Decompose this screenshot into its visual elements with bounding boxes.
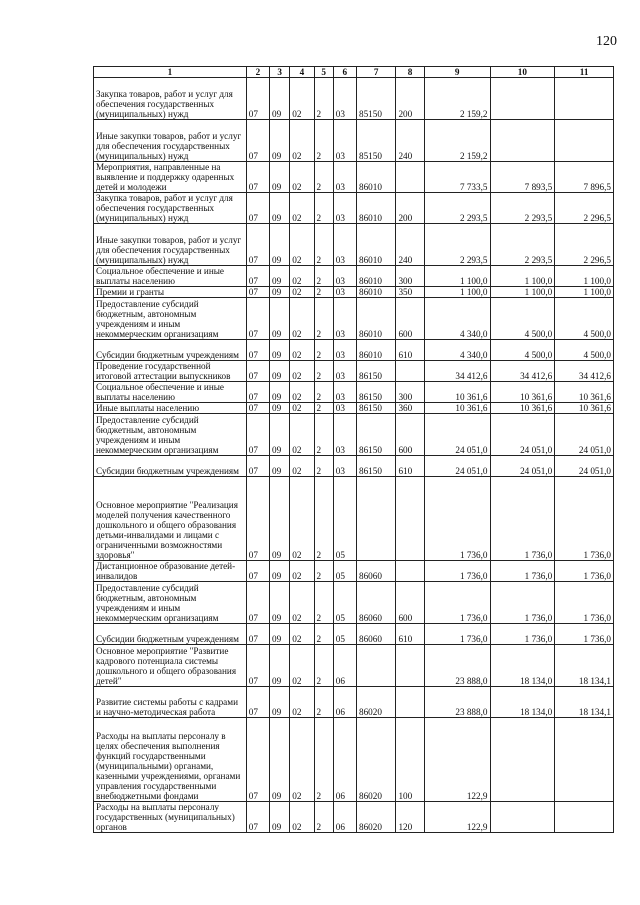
event-code: 03 bbox=[333, 298, 356, 340]
event-code: 05 bbox=[333, 561, 356, 582]
amount-year-1: 10 361,6 bbox=[424, 382, 490, 403]
amount-year-1: 2 293,5 bbox=[424, 193, 490, 224]
amount-year-3: 10 361,6 bbox=[555, 403, 614, 414]
direction-code: 86060 bbox=[356, 582, 395, 624]
event-code: 06 bbox=[333, 687, 356, 718]
section-code: 07 bbox=[246, 403, 269, 414]
subsection-code: 09 bbox=[270, 477, 290, 561]
program-code: 02 bbox=[290, 298, 314, 340]
event-code: 06 bbox=[333, 802, 356, 833]
subprogram-code: 2 bbox=[314, 224, 333, 266]
subsection-code: 09 bbox=[270, 802, 290, 833]
amount-year-3: 2 296,5 bbox=[555, 193, 614, 224]
amount-year-2: 4 500,0 bbox=[490, 298, 555, 340]
program-code: 02 bbox=[290, 477, 314, 561]
subprogram-code: 2 bbox=[314, 414, 333, 456]
expense-type-code bbox=[396, 645, 424, 687]
table-row bbox=[94, 298, 614, 340]
amount-year-2 bbox=[490, 78, 555, 120]
subsection-code: 09 bbox=[270, 224, 290, 266]
amount-year-3: 1 100,0 bbox=[555, 287, 614, 298]
section-code: 07 bbox=[246, 193, 269, 224]
section-code: 07 bbox=[246, 224, 269, 266]
column-header: 10 bbox=[490, 67, 555, 78]
subsection-code: 09 bbox=[270, 403, 290, 414]
subprogram-code: 2 bbox=[314, 298, 333, 340]
program-code: 02 bbox=[290, 120, 314, 162]
amount-year-2: 34 412,6 bbox=[490, 361, 555, 382]
expense-type-code: 610 bbox=[396, 624, 424, 645]
row-description: Основное мероприятие "Реализация моделей получения качественного дошкольного и общего образования детьми-инвалидами и лицами с ограниченными возможностями здоровья" bbox=[94, 477, 247, 561]
subsection-code: 09 bbox=[270, 298, 290, 340]
subprogram-code: 2 bbox=[314, 403, 333, 414]
expense-type-code: 300 bbox=[396, 266, 424, 287]
row-description: Субсидии бюджетным учреждениям bbox=[94, 340, 247, 361]
table-row bbox=[94, 193, 614, 224]
column-header: 2 bbox=[246, 67, 269, 78]
row-description: Социальное обеспечение и иные выплаты населению bbox=[94, 266, 247, 287]
amount-year-2: 1 736,0 bbox=[490, 624, 555, 645]
direction-code: 86020 bbox=[356, 718, 395, 802]
subsection-code: 09 bbox=[270, 287, 290, 298]
subprogram-code: 2 bbox=[314, 802, 333, 833]
amount-year-3: 7 896,5 bbox=[555, 162, 614, 193]
expense-type-code: 200 bbox=[396, 193, 424, 224]
amount-year-1: 1 736,0 bbox=[424, 624, 490, 645]
direction-code bbox=[356, 645, 395, 687]
program-code: 02 bbox=[290, 456, 314, 477]
subprogram-code: 2 bbox=[314, 561, 333, 582]
table-row bbox=[94, 582, 614, 624]
amount-year-2 bbox=[490, 802, 555, 833]
amount-year-1: 23 888,0 bbox=[424, 687, 490, 718]
program-code: 02 bbox=[290, 78, 314, 120]
direction-code: 86010 bbox=[356, 340, 395, 361]
program-code: 02 bbox=[290, 403, 314, 414]
row-description: Иные закупки товаров, работ и услуг для обеспечения государственных (муниципальных) нужд bbox=[94, 120, 247, 162]
table-row bbox=[94, 78, 614, 120]
column-header: 6 bbox=[333, 67, 356, 78]
row-description: Расходы на выплаты персоналу государственных (муниципальных) органов bbox=[94, 802, 247, 833]
section-code: 07 bbox=[246, 802, 269, 833]
table-row bbox=[94, 561, 614, 582]
expense-type-code: 350 bbox=[396, 287, 424, 298]
program-code: 02 bbox=[290, 162, 314, 193]
direction-code: 86150 bbox=[356, 414, 395, 456]
program-code: 02 bbox=[290, 582, 314, 624]
expense-type-code: 610 bbox=[396, 456, 424, 477]
subsection-code: 09 bbox=[270, 456, 290, 477]
table-row bbox=[94, 687, 614, 718]
table-row bbox=[94, 287, 614, 298]
amount-year-2: 1 736,0 bbox=[490, 561, 555, 582]
amount-year-2: 24 051,0 bbox=[490, 414, 555, 456]
subsection-code: 09 bbox=[270, 414, 290, 456]
expense-type-code bbox=[396, 361, 424, 382]
header-row bbox=[94, 67, 614, 78]
amount-year-1: 1 736,0 bbox=[424, 477, 490, 561]
subsection-code: 09 bbox=[270, 561, 290, 582]
section-code: 07 bbox=[246, 477, 269, 561]
column-header: 9 bbox=[424, 67, 490, 78]
section-code: 07 bbox=[246, 718, 269, 802]
section-code: 07 bbox=[246, 561, 269, 582]
expense-type-code: 100 bbox=[396, 718, 424, 802]
subprogram-code: 2 bbox=[314, 582, 333, 624]
section-code: 07 bbox=[246, 120, 269, 162]
amount-year-3: 10 361,6 bbox=[555, 382, 614, 403]
subprogram-code: 2 bbox=[314, 266, 333, 287]
subprogram-code: 2 bbox=[314, 120, 333, 162]
expense-type-code: 600 bbox=[396, 414, 424, 456]
amount-year-3: 4 500,0 bbox=[555, 298, 614, 340]
amount-year-3 bbox=[555, 718, 614, 802]
amount-year-1: 24 051,0 bbox=[424, 456, 490, 477]
direction-code: 86010 bbox=[356, 266, 395, 287]
table-row bbox=[94, 802, 614, 833]
amount-year-1: 2 293,5 bbox=[424, 224, 490, 266]
amount-year-2 bbox=[490, 718, 555, 802]
event-code: 05 bbox=[333, 477, 356, 561]
amount-year-3 bbox=[555, 802, 614, 833]
amount-year-1: 122,9 bbox=[424, 718, 490, 802]
budget-table bbox=[93, 66, 614, 833]
subprogram-code: 2 bbox=[314, 477, 333, 561]
program-code: 02 bbox=[290, 687, 314, 718]
column-header: 5 bbox=[314, 67, 333, 78]
table-row bbox=[94, 403, 614, 414]
direction-code: 86150 bbox=[356, 382, 395, 403]
program-code: 02 bbox=[290, 718, 314, 802]
program-code: 02 bbox=[290, 414, 314, 456]
amount-year-3: 34 412,6 bbox=[555, 361, 614, 382]
section-code: 07 bbox=[246, 414, 269, 456]
column-header: 7 bbox=[356, 67, 395, 78]
amount-year-3: 1 736,0 bbox=[555, 561, 614, 582]
row-description: Иные закупки товаров, работ и услуг для обеспечения государственных (муниципальных) нужд bbox=[94, 224, 247, 266]
amount-year-3 bbox=[555, 120, 614, 162]
expense-type-code bbox=[396, 162, 424, 193]
program-code: 02 bbox=[290, 340, 314, 361]
row-description: Закупка товаров, работ и услуг для обеспечения государственных (муниципальных) нужд bbox=[94, 78, 247, 120]
row-description: Проведение государственной итоговой аттестации выпускников bbox=[94, 361, 247, 382]
amount-year-1: 7 733,5 bbox=[424, 162, 490, 193]
subsection-code: 09 bbox=[270, 120, 290, 162]
expense-type-code bbox=[396, 687, 424, 718]
event-code: 05 bbox=[333, 582, 356, 624]
amount-year-1: 34 412,6 bbox=[424, 361, 490, 382]
table-row bbox=[94, 718, 614, 802]
amount-year-2: 1 100,0 bbox=[490, 287, 555, 298]
amount-year-3: 2 296,5 bbox=[555, 224, 614, 266]
table-row bbox=[94, 414, 614, 456]
amount-year-3: 1 100,0 bbox=[555, 266, 614, 287]
table-row bbox=[94, 162, 614, 193]
subsection-code: 09 bbox=[270, 582, 290, 624]
row-description: Расходы на выплаты персоналу в целях обеспечения выполнения функций государственными (муниципальными) органами, казенными учреждениями, органами управления государственными внебюджетными фондами bbox=[94, 718, 247, 802]
amount-year-1: 2 159,2 bbox=[424, 120, 490, 162]
direction-code: 86010 bbox=[356, 162, 395, 193]
column-header: 4 bbox=[290, 67, 314, 78]
table-row bbox=[94, 456, 614, 477]
row-description: Основное мероприятие "Развитие кадрового потенциала системы дошкольного и общего образования детей" bbox=[94, 645, 247, 687]
amount-year-2 bbox=[490, 120, 555, 162]
program-code: 02 bbox=[290, 382, 314, 403]
subsection-code: 09 bbox=[270, 624, 290, 645]
program-code: 02 bbox=[290, 561, 314, 582]
direction-code: 86150 bbox=[356, 456, 395, 477]
event-code: 03 bbox=[333, 78, 356, 120]
event-code: 03 bbox=[333, 456, 356, 477]
subsection-code: 09 bbox=[270, 193, 290, 224]
direction-code: 86010 bbox=[356, 193, 395, 224]
row-description: Субсидии бюджетным учреждениям bbox=[94, 624, 247, 645]
amount-year-2: 7 893,5 bbox=[490, 162, 555, 193]
amount-year-2: 2 293,5 bbox=[490, 224, 555, 266]
row-description: Социальное обеспечение и иные выплаты населению bbox=[94, 382, 247, 403]
subsection-code: 09 bbox=[270, 361, 290, 382]
amount-year-3: 1 736,0 bbox=[555, 624, 614, 645]
section-code: 07 bbox=[246, 687, 269, 718]
event-code: 03 bbox=[333, 414, 356, 456]
amount-year-3 bbox=[555, 78, 614, 120]
subprogram-code: 2 bbox=[314, 361, 333, 382]
direction-code: 86150 bbox=[356, 361, 395, 382]
event-code: 03 bbox=[333, 120, 356, 162]
subsection-code: 09 bbox=[270, 78, 290, 120]
subprogram-code: 2 bbox=[314, 718, 333, 802]
program-code: 02 bbox=[290, 287, 314, 298]
subprogram-code: 2 bbox=[314, 645, 333, 687]
expense-type-code: 240 bbox=[396, 224, 424, 266]
subprogram-code: 2 bbox=[314, 456, 333, 477]
amount-year-3: 1 736,0 bbox=[555, 582, 614, 624]
table-row bbox=[94, 340, 614, 361]
table-row bbox=[94, 382, 614, 403]
table-row bbox=[94, 624, 614, 645]
event-code: 06 bbox=[333, 718, 356, 802]
direction-code: 86010 bbox=[356, 287, 395, 298]
event-code: 03 bbox=[333, 287, 356, 298]
section-code: 07 bbox=[246, 78, 269, 120]
amount-year-1: 1 100,0 bbox=[424, 266, 490, 287]
subsection-code: 09 bbox=[270, 382, 290, 403]
section-code: 07 bbox=[246, 645, 269, 687]
event-code: 05 bbox=[333, 624, 356, 645]
event-code: 03 bbox=[333, 224, 356, 266]
program-code: 02 bbox=[290, 193, 314, 224]
subprogram-code: 2 bbox=[314, 687, 333, 718]
amount-year-1: 1 100,0 bbox=[424, 287, 490, 298]
amount-year-3: 4 500,0 bbox=[555, 340, 614, 361]
section-code: 07 bbox=[246, 361, 269, 382]
program-code: 02 bbox=[290, 624, 314, 645]
event-code: 03 bbox=[333, 403, 356, 414]
subprogram-code: 2 bbox=[314, 624, 333, 645]
expense-type-code: 120 bbox=[396, 802, 424, 833]
program-code: 02 bbox=[290, 266, 314, 287]
column-header: 1 bbox=[94, 67, 247, 78]
row-description: Мероприятия, направленные на выявление и поддержку одаренных детей и молодежи bbox=[94, 162, 247, 193]
section-code: 07 bbox=[246, 266, 269, 287]
amount-year-2: 1 736,0 bbox=[490, 582, 555, 624]
amount-year-3: 1 736,0 bbox=[555, 477, 614, 561]
row-description: Иные выплаты населению bbox=[94, 403, 247, 414]
amount-year-1: 23 888,0 bbox=[424, 645, 490, 687]
direction-code: 85150 bbox=[356, 120, 395, 162]
column-header: 3 bbox=[270, 67, 290, 78]
subsection-code: 09 bbox=[270, 687, 290, 718]
program-code: 02 bbox=[290, 802, 314, 833]
amount-year-1: 122,9 bbox=[424, 802, 490, 833]
amount-year-2: 18 134,0 bbox=[490, 645, 555, 687]
table-body bbox=[94, 78, 614, 833]
event-code: 03 bbox=[333, 340, 356, 361]
amount-year-2: 10 361,6 bbox=[490, 403, 555, 414]
row-description: Развитие системы работы с кадрами и научно-методическая работа bbox=[94, 687, 247, 718]
section-code: 07 bbox=[246, 162, 269, 193]
table-row bbox=[94, 266, 614, 287]
amount-year-2: 10 361,6 bbox=[490, 382, 555, 403]
amount-year-1: 10 361,6 bbox=[424, 403, 490, 414]
direction-code: 86010 bbox=[356, 298, 395, 340]
amount-year-2: 1 100,0 bbox=[490, 266, 555, 287]
direction-code: 86020 bbox=[356, 802, 395, 833]
page-number: 120 bbox=[596, 34, 617, 49]
direction-code bbox=[356, 477, 395, 561]
event-code: 03 bbox=[333, 382, 356, 403]
table-row bbox=[94, 477, 614, 561]
row-description: Закупка товаров, работ и услуг для обеспечения государственных (муниципальных) нужд bbox=[94, 193, 247, 224]
amount-year-1: 24 051,0 bbox=[424, 414, 490, 456]
column-header: 11 bbox=[555, 67, 614, 78]
section-code: 07 bbox=[246, 624, 269, 645]
amount-year-1: 1 736,0 bbox=[424, 561, 490, 582]
table-row bbox=[94, 224, 614, 266]
table-row bbox=[94, 645, 614, 687]
expense-type-code bbox=[396, 561, 424, 582]
subsection-code: 09 bbox=[270, 718, 290, 802]
section-code: 07 bbox=[246, 456, 269, 477]
direction-code: 86060 bbox=[356, 624, 395, 645]
amount-year-3: 24 051,0 bbox=[555, 414, 614, 456]
expense-type-code bbox=[396, 477, 424, 561]
amount-year-2: 24 051,0 bbox=[490, 456, 555, 477]
amount-year-2: 4 500,0 bbox=[490, 340, 555, 361]
row-description: Премии и гранты bbox=[94, 287, 247, 298]
expense-type-code: 200 bbox=[396, 78, 424, 120]
amount-year-1: 4 340,0 bbox=[424, 340, 490, 361]
event-code: 03 bbox=[333, 162, 356, 193]
expense-type-code: 610 bbox=[396, 340, 424, 361]
event-code: 06 bbox=[333, 645, 356, 687]
subprogram-code: 2 bbox=[314, 78, 333, 120]
program-code: 02 bbox=[290, 645, 314, 687]
direction-code: 86020 bbox=[356, 687, 395, 718]
event-code: 03 bbox=[333, 193, 356, 224]
amount-year-3: 18 134,1 bbox=[555, 687, 614, 718]
event-code: 03 bbox=[333, 361, 356, 382]
section-code: 07 bbox=[246, 382, 269, 403]
amount-year-2: 1 736,0 bbox=[490, 477, 555, 561]
row-description: Предоставление субсидий бюджетным, автономным учреждениям и иным некоммерческим организациям bbox=[94, 298, 247, 340]
expense-type-code: 600 bbox=[396, 582, 424, 624]
amount-year-3: 18 134,1 bbox=[555, 645, 614, 687]
subprogram-code: 2 bbox=[314, 340, 333, 361]
subsection-code: 09 bbox=[270, 340, 290, 361]
section-code: 07 bbox=[246, 287, 269, 298]
subprogram-code: 2 bbox=[314, 287, 333, 298]
table-row bbox=[94, 361, 614, 382]
subsection-code: 09 bbox=[270, 162, 290, 193]
column-header: 8 bbox=[396, 67, 424, 78]
program-code: 02 bbox=[290, 361, 314, 382]
row-description: Предоставление субсидий бюджетным, автономным учреждениям и иным некоммерческим организациям bbox=[94, 414, 247, 456]
table-row bbox=[94, 120, 614, 162]
amount-year-2: 2 293,5 bbox=[490, 193, 555, 224]
direction-code: 86150 bbox=[356, 403, 395, 414]
expense-type-code: 600 bbox=[396, 298, 424, 340]
subsection-code: 09 bbox=[270, 645, 290, 687]
subprogram-code: 2 bbox=[314, 382, 333, 403]
subsection-code: 09 bbox=[270, 266, 290, 287]
event-code: 03 bbox=[333, 266, 356, 287]
amount-year-3: 24 051,0 bbox=[555, 456, 614, 477]
subprogram-code: 2 bbox=[314, 162, 333, 193]
section-code: 07 bbox=[246, 340, 269, 361]
row-description: Субсидии бюджетным учреждениям bbox=[94, 456, 247, 477]
expense-type-code: 240 bbox=[396, 120, 424, 162]
subprogram-code: 2 bbox=[314, 193, 333, 224]
row-description: Дистанционное образование детей-инвалидов bbox=[94, 561, 247, 582]
row-description: Предоставление субсидий бюджетным, автономным учреждениям и иным некоммерческим организациям bbox=[94, 582, 247, 624]
amount-year-2: 18 134,0 bbox=[490, 687, 555, 718]
amount-year-1: 2 159,2 bbox=[424, 78, 490, 120]
direction-code: 86010 bbox=[356, 224, 395, 266]
section-code: 07 bbox=[246, 298, 269, 340]
amount-year-1: 4 340,0 bbox=[424, 298, 490, 340]
section-code: 07 bbox=[246, 582, 269, 624]
expense-type-code: 360 bbox=[396, 403, 424, 414]
direction-code: 86060 bbox=[356, 561, 395, 582]
amount-year-1: 1 736,0 bbox=[424, 582, 490, 624]
program-code: 02 bbox=[290, 224, 314, 266]
expense-type-code: 300 bbox=[396, 382, 424, 403]
direction-code: 85150 bbox=[356, 78, 395, 120]
